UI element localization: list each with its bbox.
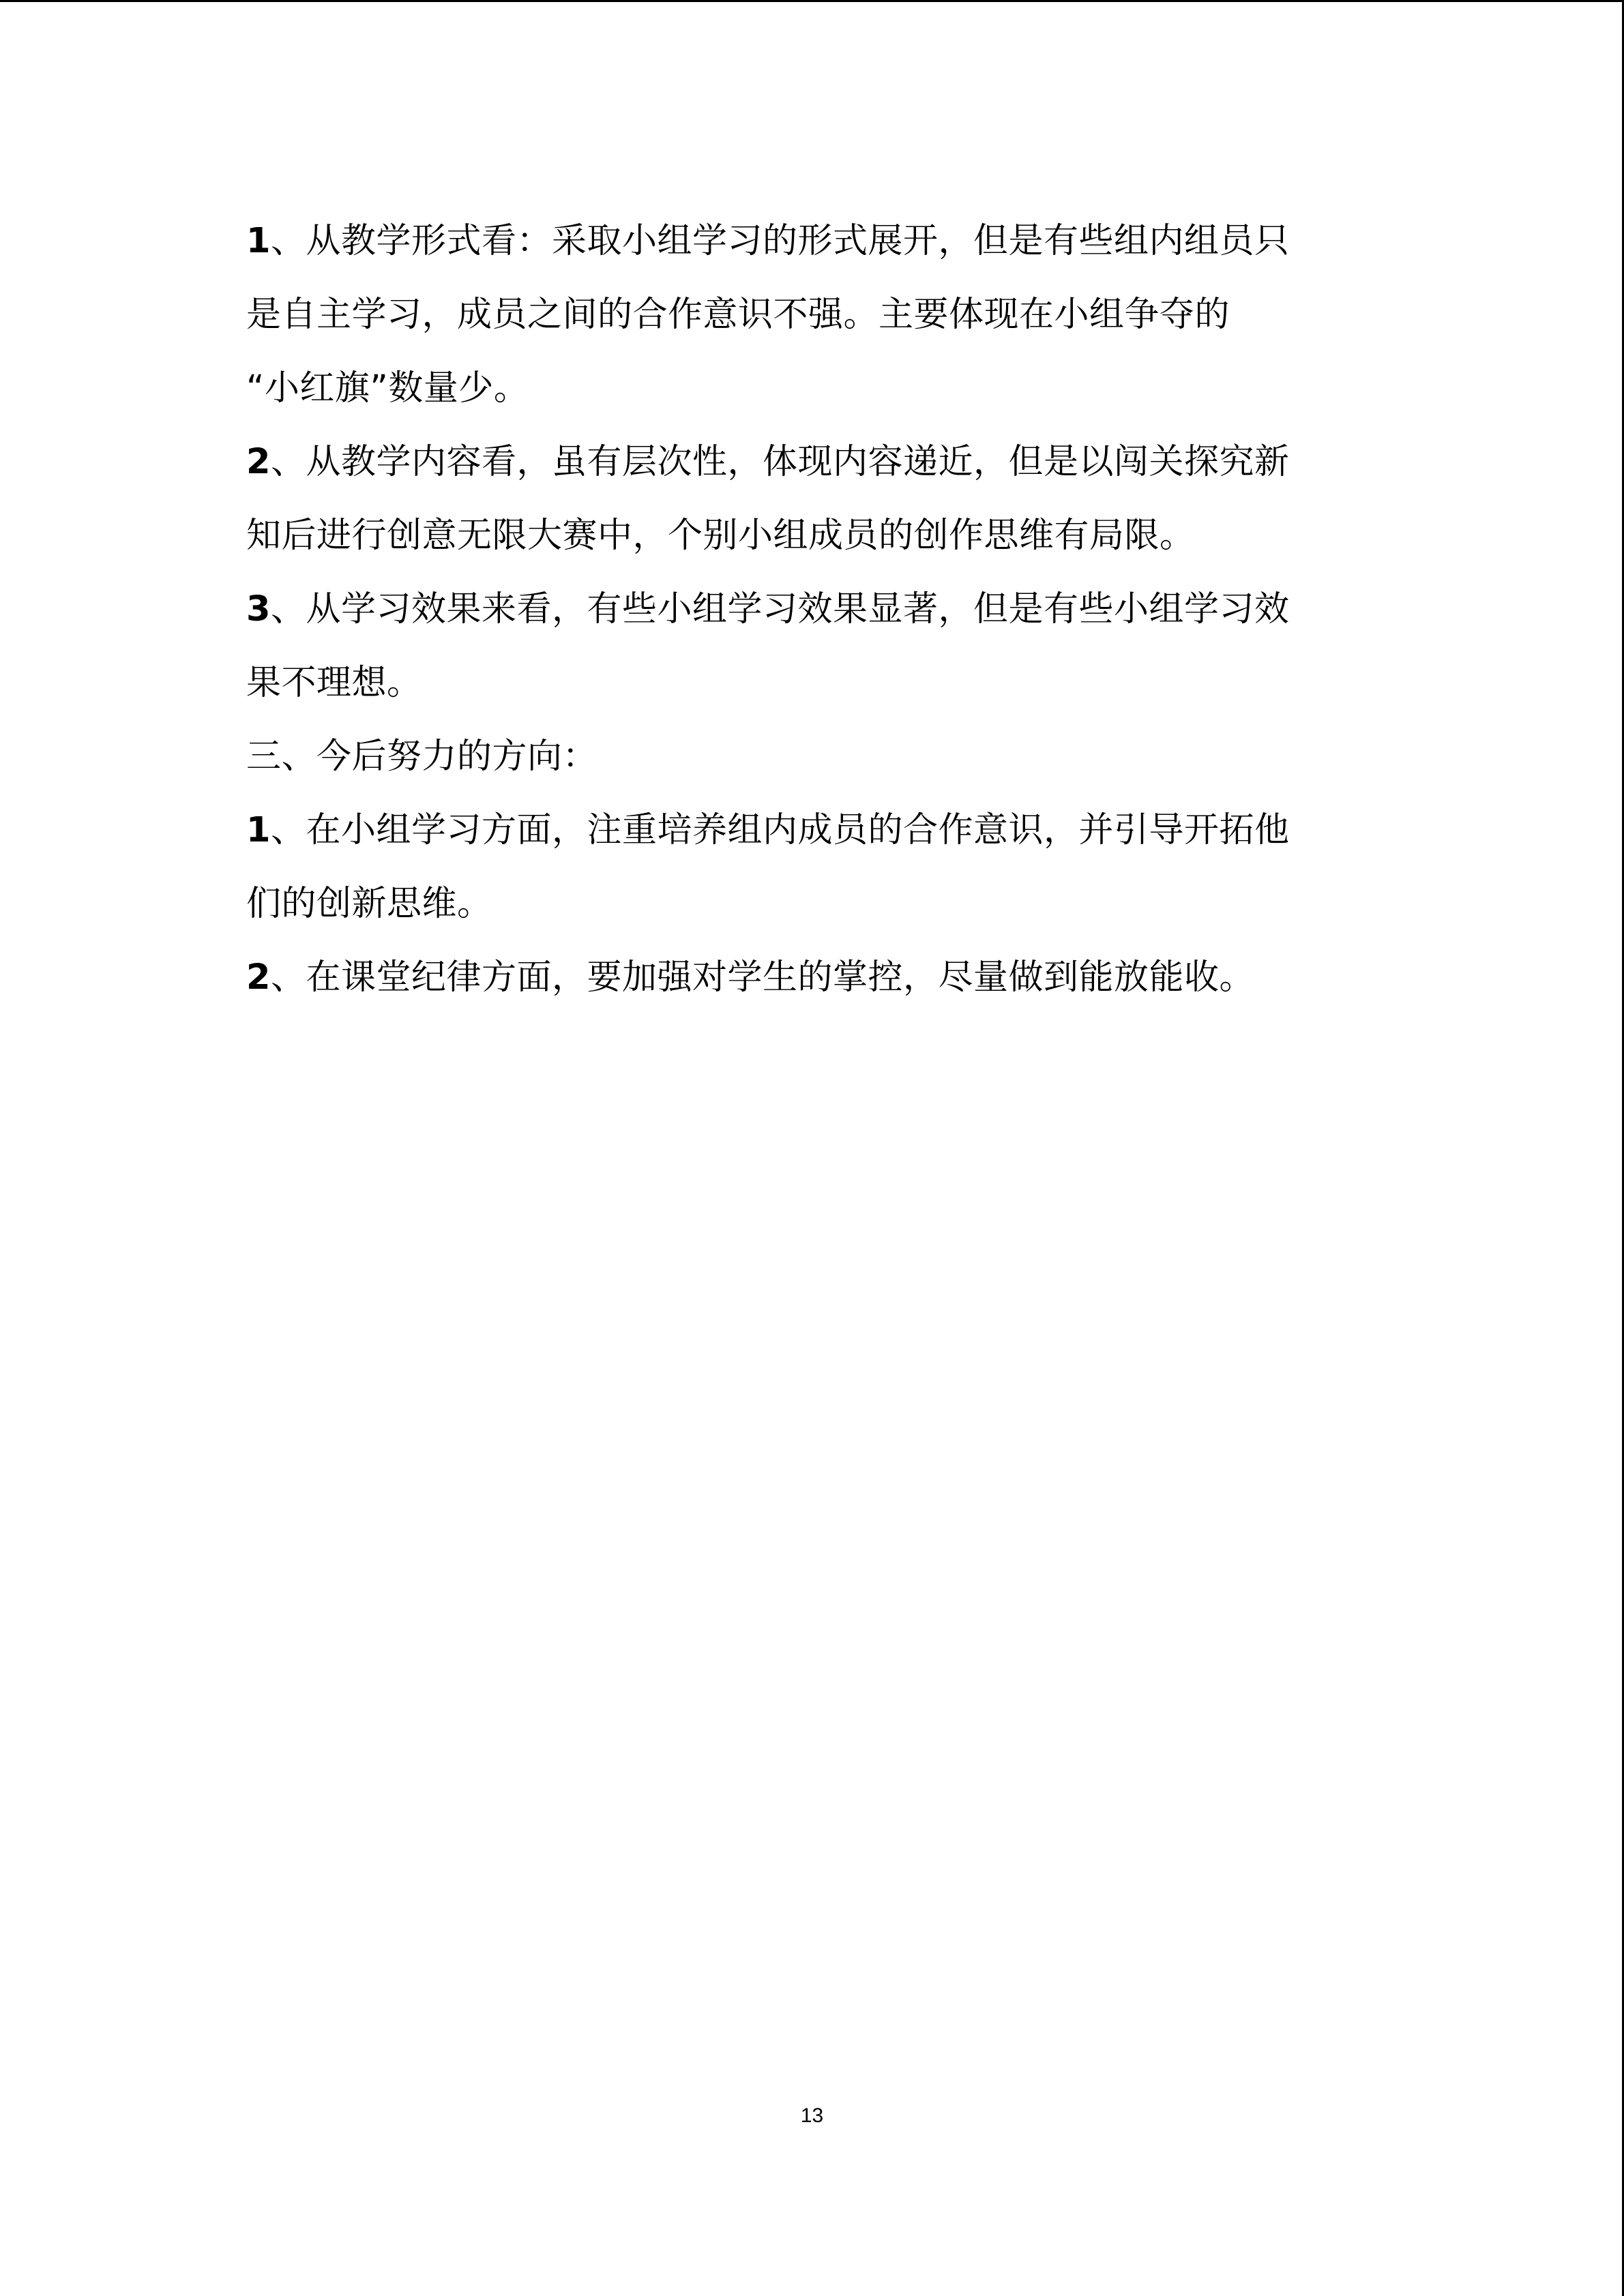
line-text: 、从教学内容看，虽有层次性，体现内容递近，但是以闯关探究新 [271,442,1290,482]
paragraph-4-line-2 [246,867,1392,941]
heading-text: 三、今后努力的方向： [246,736,598,777]
paragraph-2-line-2 [246,499,1392,573]
paragraph-3-line-1 [246,573,1392,646]
paragraph-2-line-1 [246,426,1392,499]
line-text: 知后进行创意无限大赛中，个别小组成员的创作思维有局限。 [246,516,1195,556]
line-text: 、从学习效果来看，有些小组学习效果显著，但是有些小组学习效 [271,589,1290,629]
item-number: 3 [246,589,271,629]
paragraph-1-line-3 [246,352,1392,426]
paragraph-1-line-1 [246,205,1392,278]
item-number: 1 [246,810,271,850]
line-text: 果不理想。 [246,663,422,703]
section-heading [246,720,1392,794]
item-number: 2 [246,442,271,482]
line-text: 、在小组学习方面，注重培养组内成员的合作意识，并引导开拓他 [271,810,1290,850]
line-text: 、在课堂纪律方面，要加强对学生的掌控，尽量做到能放能收。 [271,957,1255,998]
paragraph-4-line-1 [246,794,1392,867]
line-text: 们的创新思维。 [246,884,492,924]
paragraph-1-line-2 [246,278,1392,352]
line-text: “小红旗”数量少。 [246,368,529,408]
paragraph-5-line-1 [246,941,1392,1015]
line-text: 是自主学习，成员之间的合作意识不强。主要体现在小组争夺的 [246,295,1230,335]
paragraph-3-line-2 [246,646,1392,720]
item-number: 2 [246,957,271,998]
item-number: 1 [246,221,271,261]
line-text: 、从教学形式看：采取小组学习的形式展开，但是有些组内组员只 [271,221,1290,261]
page-number: 13 [800,2104,824,2127]
document-body [246,205,1392,1015]
